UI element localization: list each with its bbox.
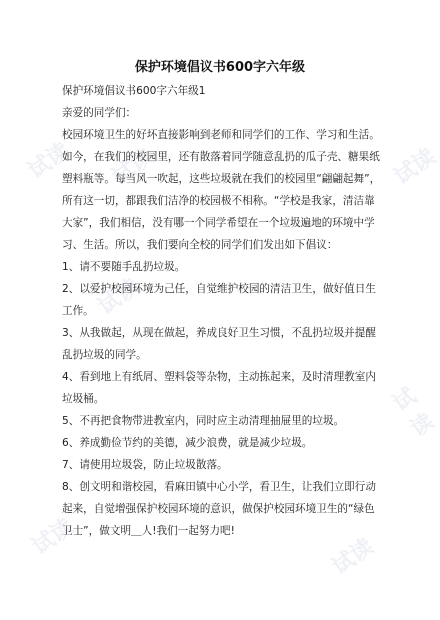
proposal-item-7: 7、请使用垃圾袋，防止垃圾散落。 [62,459,228,471]
watermark: 试读 [107,144,159,191]
watermark: 试读 [389,144,440,191]
proposal-item-6: 6、养成勤俭节约的美德，减少浪费，就是减少垃圾。 [62,437,313,449]
watermark: 试读 [23,138,75,185]
proposal-item-5: 5、不再把食物带进教室内，同时应主动清理抽屉里的垃圾。 [62,415,345,427]
proposal-item-8: 8、创文明和谐校园，看麻田镇中心小学，看卫生，让我们立即行动起来，自觉增强保护校园环境的意识，做保护校园环境卫生的“绿色卫士”，做文明＿人!我们一起努力吧! [62,481,376,537]
document-subtitle: 保护环境倡议书600字六年级1 [62,85,206,97]
proposal-item-2: 2、以爱护校园环境为己任，自觉维护校园的清洁卫生，做好值日生工作。 [62,283,376,317]
greeting-line: 亲爱的同学们： [62,107,137,119]
proposal-item-1: 1、请不要随手乱扔垃圾。 [62,261,186,273]
document-title: 保护环境倡议书600字六年级 [134,60,306,75]
watermark: 试读 [327,534,379,581]
proposal-item-3: 3、从我做起，从现在做起，养成良好卫生习惯，不乱扔垃圾并提醒乱扔垃圾的同学。 [62,327,376,361]
watermark: 试读 [93,274,145,321]
intro-paragraph: 校园环境卫生的好坏直接影响到老师和同学们的工作、学习和生活。如今，在我们的校园里，还有散落着同学随意乱扔的瓜子壳、糖果纸塑料瓶等。每当风一吹起，这些垃圾就在我们的校园里“翩翩起舞”，所有这一切，都跟我们洁净的校园极不相称。“学校是我家，清洁靠大家”，我们相信，没有哪一个同学希望在一个垃圾遍地的环境中学习、生活。所以，我们要向全校的同学们们发出如下倡议： [62,129,381,251]
proposal-item-4: 4、看到地上有纸屑、塑料袋等杂物，主动拣起来，及时清理教室内垃圾桶。 [62,371,376,405]
watermark: 试读 [27,514,79,561]
document-body [62,80,382,542]
watermark: 试读 [388,383,439,443]
